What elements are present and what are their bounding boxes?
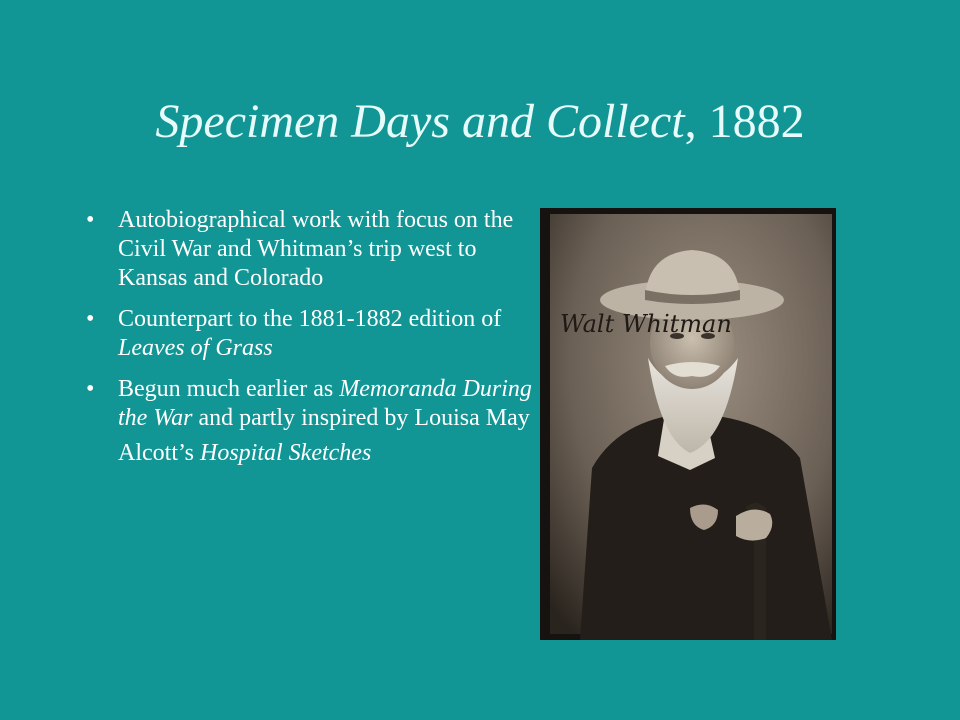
bullet-text-italic: Memoranda During the War — [118, 376, 532, 431]
portrait-image — [540, 208, 836, 640]
title-year-part: , 1882 — [684, 95, 805, 148]
bullet-text: Alcott’s — [118, 440, 200, 466]
bullet-list — [80, 206, 550, 480]
bullet-text: and partly inspired by Louisa May — [192, 405, 530, 431]
bullet-text-italic: Leaves of Grass — [118, 335, 273, 361]
slide-title — [0, 92, 960, 152]
bullet-text-italic: Hospital Sketches — [200, 440, 372, 466]
bullet-dot-icon: • — [86, 306, 95, 332]
bullet-item — [80, 305, 550, 363]
bullet-text: Autobiographical work with focus on the Civil War and Whitman’s trip west to Kansas and Colorado — [118, 207, 514, 291]
bullet-dot-icon: • — [86, 207, 95, 233]
bullet-item — [80, 375, 550, 468]
bullet-text: Begun much earlier as — [118, 376, 340, 402]
bullet-dot-icon: • — [86, 376, 95, 402]
bullet-item — [80, 206, 550, 293]
signature-text: Walt Whitman — [560, 310, 732, 338]
bullet-text: Counterpart to the 1881-1882 edition of — [118, 306, 502, 332]
portrait-photo — [540, 208, 836, 640]
title-italic-part: Specimen Days and Collect — [155, 95, 685, 148]
